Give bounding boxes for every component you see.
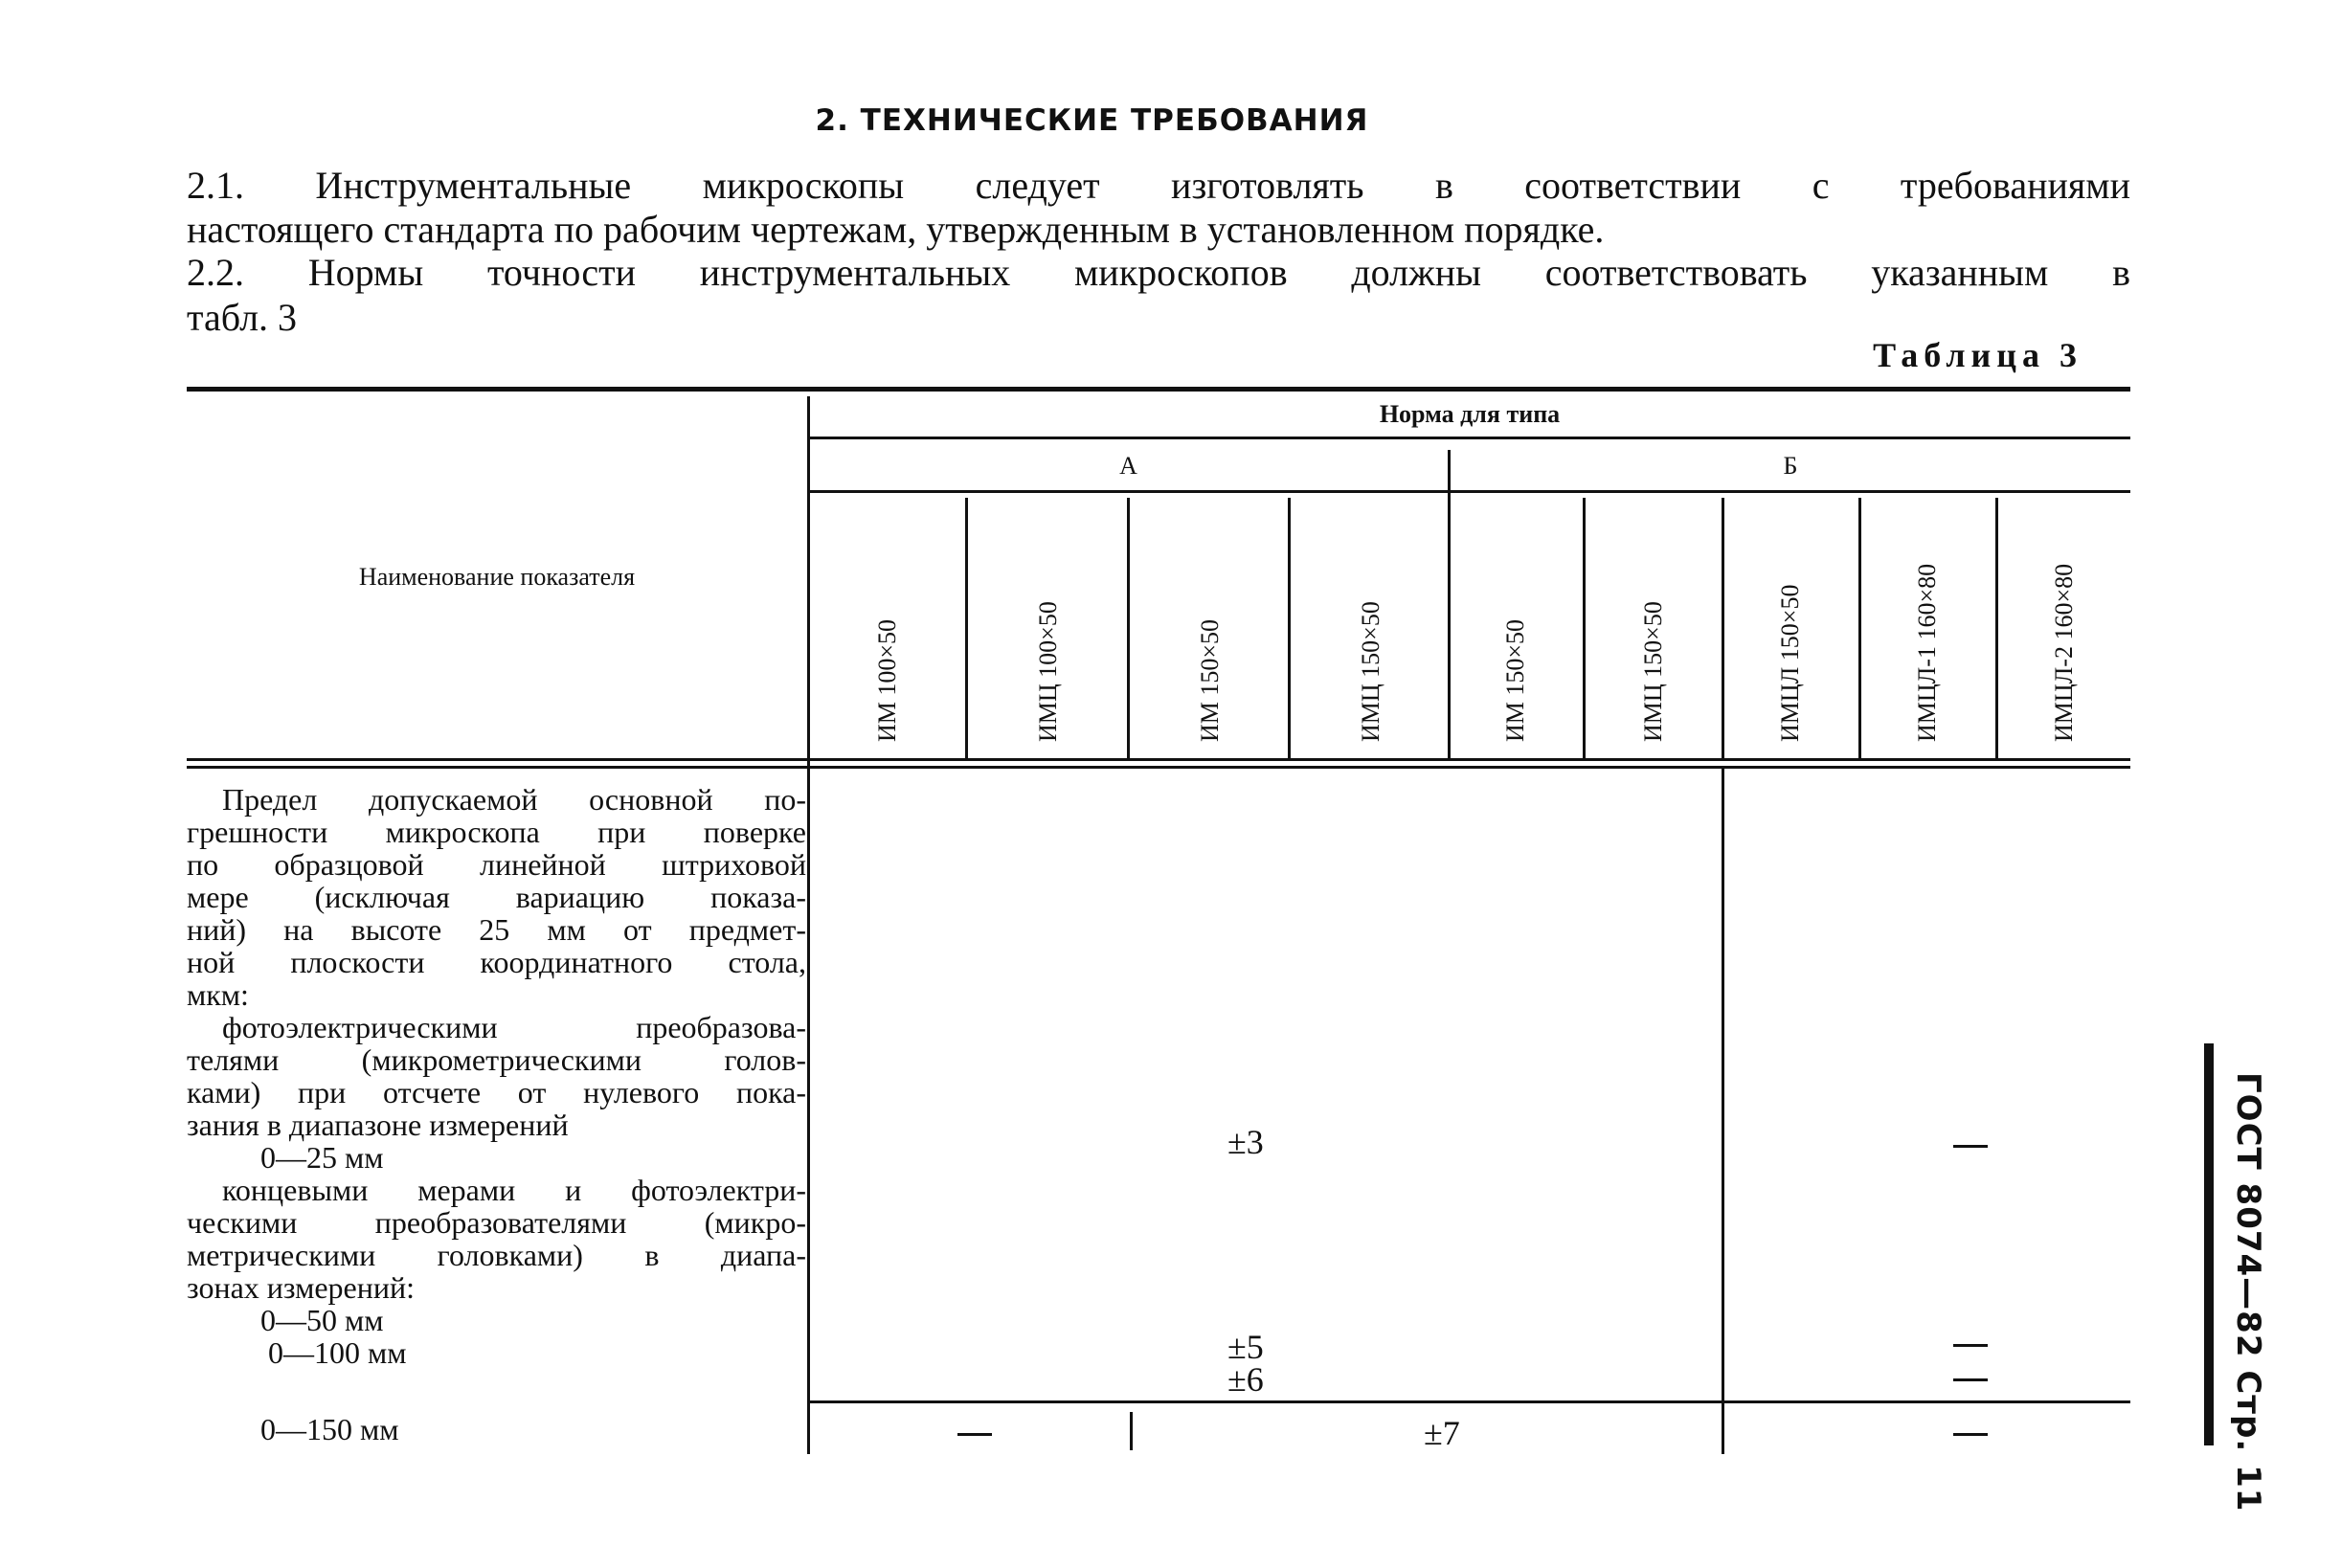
- model-header-4: ИМЦ 150×50: [1357, 601, 1384, 742]
- table-caption: Таблица 3: [1873, 336, 2082, 374]
- model-divider-7: [1858, 498, 1861, 758]
- range-0-50: 0—50 мм: [260, 1303, 384, 1337]
- model-divider-6: [1722, 498, 1724, 758]
- model-divider-5: [1583, 498, 1586, 758]
- norm-header: Норма для типа: [1379, 400, 1561, 428]
- desc-gauge-3: метрическими головками) в диапа-: [187, 1238, 806, 1272]
- body-divider: [1722, 769, 1724, 1454]
- model-divider-1: [965, 498, 968, 758]
- desc-gauge-4: зонах измерений:: [187, 1270, 416, 1305]
- last-row-rule: [809, 1400, 2130, 1403]
- side-rule: [2204, 1043, 2214, 1445]
- model-header-7: ИМЦЛ 150×50: [1776, 584, 1804, 742]
- model-divider-8: [1995, 498, 1998, 758]
- last-row-divider: [1130, 1412, 1133, 1450]
- desc-gauge-1: концевыми мерами и фотоэлектри-: [222, 1173, 806, 1207]
- section-heading: 2. ТЕХНИЧЕСКИЕ ТРЕБОВАНИЯ: [815, 103, 1369, 138]
- model-header-5: ИМ 150×50: [1501, 618, 1529, 742]
- model-divider-3: [1288, 498, 1291, 758]
- range-0-25: 0—25 мм: [260, 1140, 384, 1175]
- desc-gauge-2: ческими преобразователями (микро-: [187, 1205, 806, 1240]
- paragraph-2-1-line-2: настоящего стандарта по рабочим чертежам, утвержденным в установленном порядке.: [187, 208, 1605, 251]
- value-r50-main: ±5: [1227, 1328, 1264, 1366]
- header-bottom-rule-2: [187, 766, 2130, 769]
- value-r150-main: ±7: [1424, 1414, 1460, 1452]
- desc-photo-4: зания в диапазоне измерений: [187, 1108, 569, 1142]
- desc-photo-3: ками) при отсчете от нулевого пока-: [187, 1075, 806, 1109]
- range-0-100: 0—100 мм: [268, 1335, 407, 1370]
- model-header-1: ИМ 100×50: [873, 618, 901, 742]
- range-0-150: 0—150 мм: [260, 1412, 399, 1446]
- param-column-divider: [807, 396, 810, 1454]
- group-a-header: А: [1119, 452, 1137, 480]
- dash-r50-b: [1953, 1344, 1988, 1347]
- dash-r100-b: [1953, 1378, 1988, 1381]
- param-header: Наименование показателя: [358, 563, 636, 591]
- desc-line-5: ний) на высоте 25 мм от предмет-: [187, 912, 806, 947]
- paragraph-2-2-line-2: табл. 3: [187, 296, 298, 339]
- model-divider-2: [1127, 498, 1130, 758]
- desc-photo-1: фотоэлектрическими преобразова-: [222, 1010, 806, 1044]
- model-header-9: ИМЦЛ-2 160×80: [2050, 563, 2078, 742]
- dash-r150-a: [957, 1433, 992, 1436]
- value-r100-main: ±6: [1227, 1360, 1264, 1399]
- header-bottom-rule-1: [187, 758, 2130, 761]
- desc-line-1: Предел допускаемой основной по-: [222, 782, 806, 817]
- paragraph-2-1-line-1: 2.1. Инструментальные микроскопы следует изготовлять в соответствии с требованиями: [187, 164, 2130, 207]
- desc-line-3: по образцовой линейной штриховой: [187, 847, 806, 882]
- group-b-header: Б: [1783, 452, 1798, 480]
- page-label: ГОСТ 8074—82 Стр. 11: [2229, 1072, 2267, 1512]
- model-header-2: ИМЦ 100×50: [1034, 601, 1062, 742]
- dash-r25-b: [1953, 1145, 1988, 1148]
- desc-photo-2: телями (микрометрическими голов-: [187, 1042, 806, 1077]
- model-header-6: ИМЦ 150×50: [1639, 601, 1667, 742]
- paragraph-2-2-line-1: 2.2. Нормы точности инструментальных микроскопов должны соответствовать указанным в: [187, 251, 2130, 294]
- dash-r150-b: [1953, 1433, 1988, 1436]
- model-header-3: ИМ 150×50: [1196, 618, 1224, 742]
- table-top-rule: [187, 387, 2130, 392]
- group-divider: [1448, 450, 1451, 758]
- desc-line-4: мере (исключая вариацию показа-: [187, 880, 806, 914]
- desc-line-2: грешности микроскопа при поверке: [187, 815, 806, 849]
- desc-line-6: ной плоскости координатного стола,: [187, 945, 806, 979]
- group-header-rule: [809, 490, 2130, 493]
- model-header-8: ИМЦЛ-1 160×80: [1913, 563, 1941, 742]
- value-r25-main: ±3: [1227, 1123, 1264, 1161]
- desc-unit: мкм:: [187, 977, 249, 1012]
- norm-header-rule: [809, 437, 2130, 439]
